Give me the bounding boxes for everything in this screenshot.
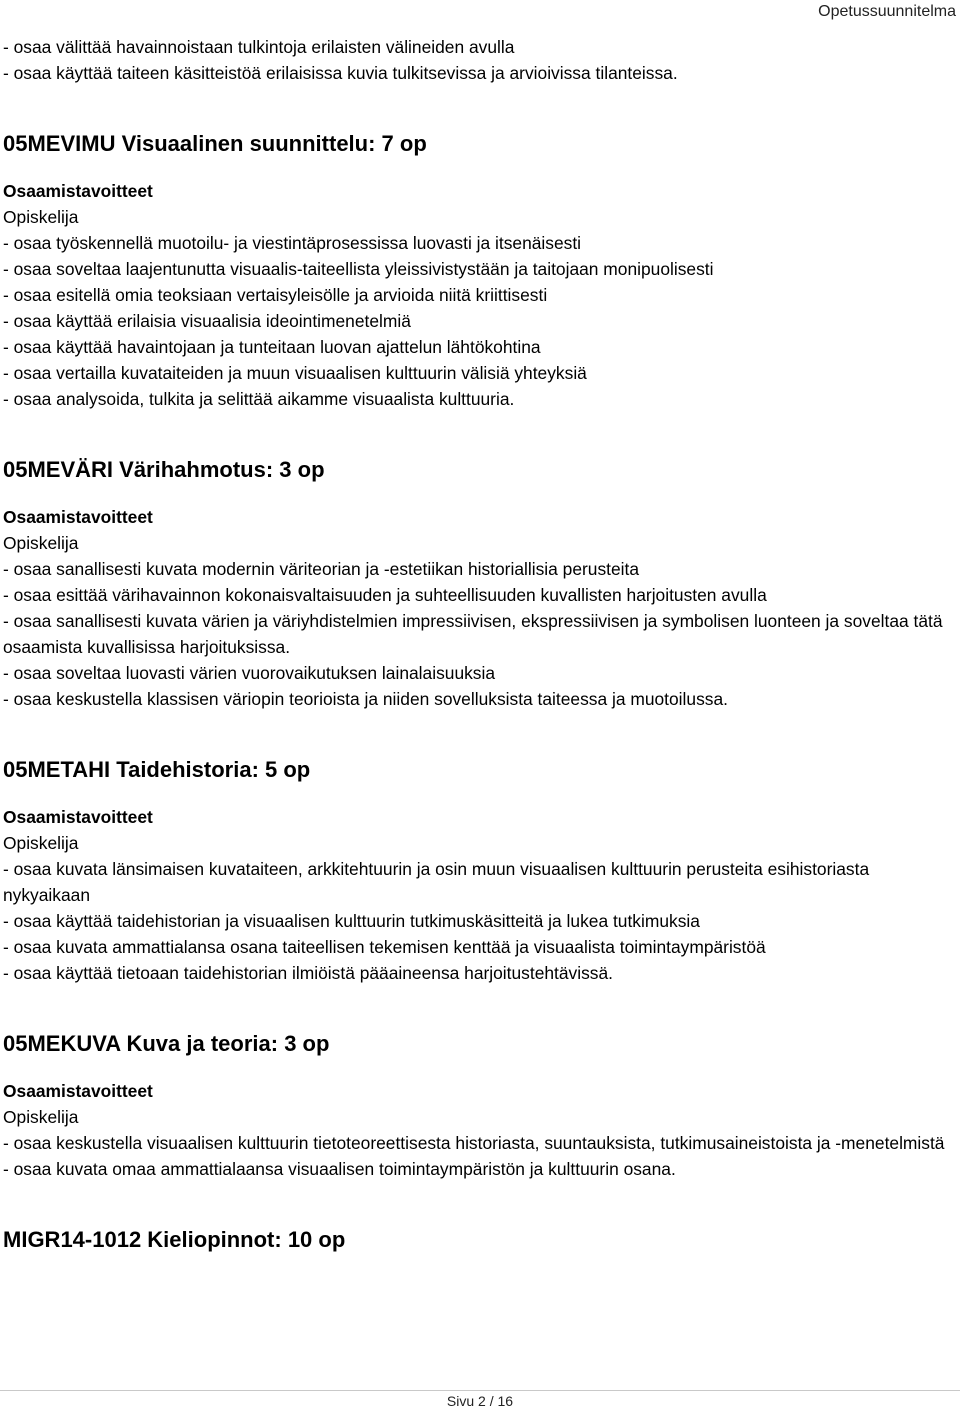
list-item: - osaa käyttää havaintojaan ja tunteitaan luovan ajattelun lähtökohtina bbox=[3, 337, 541, 357]
list-item: - osaa käyttää erilaisia visuaalisia ideointimenetelmiä bbox=[3, 311, 411, 331]
section-heading: Osaamistavoitteet bbox=[3, 807, 153, 827]
course-section-vari bbox=[3, 456, 956, 712]
list-item: - osaa soveltaa luovasti värien vuorovaikutuksen lainalaisuuksia bbox=[3, 663, 496, 683]
course-section-vimu bbox=[3, 130, 956, 412]
course-title: 05METAHI Taidehistoria: 5 op bbox=[3, 757, 311, 782]
list-item: - osaa vertailla kuvataiteiden ja muun visuaalisen kulttuurin välisiä yhteyksiä bbox=[3, 363, 587, 383]
list-item: - osaa käyttää taidehistorian ja visuaalisen kulttuurin tutkimuskäsitteitä ja lukea tutkimuksia bbox=[3, 911, 700, 931]
list-item: - osaa sanallisesti kuvata modernin väriteorian ja -estetiikan historiallisia perusteita bbox=[3, 559, 640, 579]
course-title: 05MEKUVA Kuva ja teoria: 3 op bbox=[3, 1031, 330, 1056]
course-section-kieli bbox=[3, 1226, 956, 1254]
course-section-kuva bbox=[3, 1030, 956, 1182]
list-item: - osaa analysoida, tulkita ja selittää aikamme visuaalista kulttuuria. bbox=[3, 389, 515, 409]
list-item: - osaa käyttää taiteen käsitteistöä erilaisissa kuvia tulkitsevissa ja arvioivissa tilanteissa. bbox=[3, 63, 678, 83]
list-item: - osaa esittää värihavainnon kokonaisvaltaisuuden ja suhteellisuuden kuvallisten harjoitusten avulla bbox=[3, 585, 767, 605]
course-title: MIGR14-1012 Kieliopinnot: 10 op bbox=[3, 1227, 346, 1252]
list-item: - osaa kuvata länsimaisen kuvataiteen, arkkitehtuurin ja osin muun visuaalisen kulttuurin perusteita esihistoriasta nykyaikaan bbox=[3, 859, 870, 905]
course-title: 05MEVÄRI Värihahmotus: 3 op bbox=[3, 457, 325, 482]
role-label: Opiskelija bbox=[3, 207, 79, 227]
document-body bbox=[3, 34, 956, 1254]
course-section-tahi bbox=[3, 756, 956, 986]
role-label: Opiskelija bbox=[3, 833, 79, 853]
list-item: - osaa työskennellä muotoilu- ja viestintäprosessissa luovasti ja itsenäisesti bbox=[3, 233, 582, 253]
list-item: - osaa keskustella visuaalisen kulttuurin tietoteoreettisesta historiasta, suuntauksista, tutkimusaineistoista ja -menetelmistä bbox=[3, 1133, 945, 1153]
section-heading: Osaamistavoitteet bbox=[3, 507, 153, 527]
list-item: - osaa esitellä omia teoksiaan vertaisyleisölle ja arvioida niitä kriittisesti bbox=[3, 285, 548, 305]
list-item: - osaa keskustella klassisen väriopin teorioista ja niiden sovelluksista taiteessa ja muotoilussa. bbox=[3, 689, 728, 709]
page-number: Sivu 2 / 16 bbox=[446, 1393, 514, 1409]
role-label: Opiskelija bbox=[3, 533, 79, 553]
section-heading: Osaamistavoitteet bbox=[3, 181, 153, 201]
running-header: Opetussuunnitelma bbox=[818, 3, 956, 20]
footer-divider bbox=[0, 1390, 960, 1391]
list-item: - osaa soveltaa laajentunutta visuaalis-taiteellista yleissivistystään ja taitojaan monipuolisesti bbox=[3, 259, 714, 279]
list-item: - osaa kuvata omaa ammattialaansa visuaalisen toimintaympäristön ja kulttuurin osana. bbox=[3, 1159, 676, 1179]
list-item: - osaa kuvata ammattialansa osana taiteellisen tekemisen kenttää ja visuaalista toimintaympäristöä bbox=[3, 937, 766, 957]
course-title: 05MEVIMU Visuaalinen suunnittelu: 7 op bbox=[3, 131, 427, 156]
list-item: - osaa välittää havainnoistaan tulkintoja erilaisten välineiden avulla bbox=[3, 37, 515, 57]
section-heading: Osaamistavoitteet bbox=[3, 1081, 153, 1101]
intro-list bbox=[3, 34, 956, 86]
list-item: - osaa sanallisesti kuvata värien ja väriyhdistelmien impressiivisen, ekspressiivisen ja symbolisen luonteen ja soveltaa tätä osaamista kuvallisissa harjoituksissa. bbox=[3, 611, 943, 657]
list-item: - osaa käyttää tietoaan taidehistorian ilmiöistä pääaineensa harjoitustehtävissä. bbox=[3, 963, 614, 983]
role-label: Opiskelija bbox=[3, 1107, 79, 1127]
